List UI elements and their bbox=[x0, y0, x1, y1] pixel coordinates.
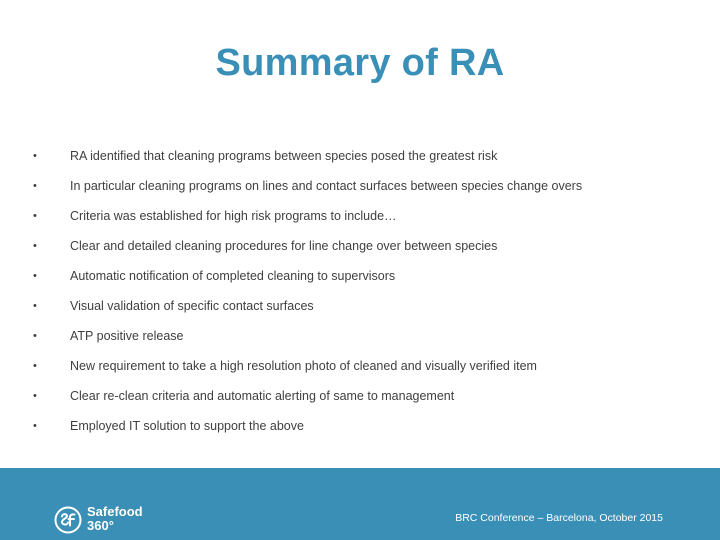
bullet-icon: • bbox=[33, 420, 37, 432]
list-item bbox=[0, 261, 720, 291]
bullet-icon: • bbox=[33, 270, 37, 282]
bullet-text: Employed IT solution to support the above bbox=[70, 419, 304, 433]
bullet-text: Visual validation of specific contact surfaces bbox=[70, 299, 314, 313]
bullet-icon: • bbox=[33, 210, 37, 222]
list-item bbox=[0, 321, 720, 351]
slide-title: Summary of RA bbox=[215, 42, 505, 84]
list-item bbox=[0, 351, 720, 381]
list-item bbox=[0, 231, 720, 261]
bullet-list bbox=[0, 141, 720, 441]
list-item bbox=[0, 201, 720, 231]
bullet-icon: • bbox=[33, 180, 37, 192]
bullet-text: New requirement to take a high resolution photo of cleaned and visually verified item bbox=[70, 359, 537, 373]
footer-note: BRC Conference – Barcelona, October 2015 bbox=[455, 512, 663, 524]
bullet-icon: • bbox=[33, 390, 37, 402]
bullet-icon: • bbox=[33, 240, 37, 252]
bullet-text: Clear re-clean criteria and automatic alerting of same to management bbox=[70, 389, 455, 403]
bullet-icon: • bbox=[33, 300, 37, 312]
bullet-text: RA identified that cleaning programs between species posed the greatest risk bbox=[70, 149, 498, 163]
logo-tagline: 360° bbox=[87, 518, 114, 533]
bullet-icon: • bbox=[33, 150, 37, 162]
list-item bbox=[0, 291, 720, 321]
bullet-text: Automatic notification of completed cleaning to supervisors bbox=[70, 269, 396, 283]
bullet-icon: • bbox=[33, 330, 37, 342]
safefood-logo-icon bbox=[54, 506, 82, 534]
list-item bbox=[0, 141, 720, 171]
bullet-text: Criteria was established for high risk programs to include… bbox=[70, 209, 397, 223]
list-item bbox=[0, 381, 720, 411]
bullet-text: In particular cleaning programs on lines and contact surfaces between species change overs bbox=[70, 179, 583, 193]
logo-wordmark: Safefood bbox=[87, 504, 143, 519]
bullet-icon: • bbox=[33, 360, 37, 372]
bullet-text: Clear and detailed cleaning procedures for line change over between species bbox=[70, 239, 498, 253]
list-item bbox=[0, 171, 720, 201]
list-item bbox=[0, 411, 720, 441]
footer-bar bbox=[0, 468, 720, 540]
bullet-text: ATP positive release bbox=[70, 329, 184, 343]
